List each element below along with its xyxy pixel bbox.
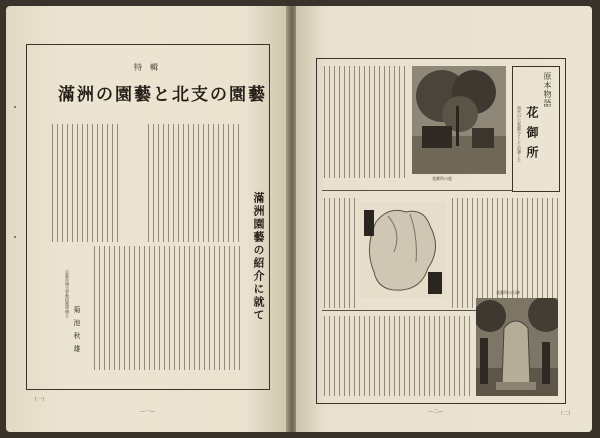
author-affiliation: 京都帝國大學教授農學博士: [65, 270, 70, 318]
monument-photo: [476, 298, 558, 396]
page-number-right: （二）: [558, 411, 574, 417]
photo-caption-top: 花御所の庭: [432, 176, 452, 181]
body-text-upper-left: [50, 124, 120, 242]
body-text-middle-left: [322, 198, 356, 308]
body-text-bottom: [322, 316, 472, 396]
right-page: [296, 6, 592, 432]
page-number-left: （一）: [32, 397, 48, 403]
photo-caption-bottom: 花御所の石碑: [496, 290, 520, 295]
page-marker-right: —二—: [428, 409, 444, 415]
body-text-top-left: [322, 66, 408, 178]
page-marker-left: —一—: [140, 409, 156, 415]
left-page: [6, 6, 288, 432]
main-title: 滿洲の園藝と北支の園藝: [58, 85, 267, 105]
body-text-upper-right: [146, 124, 242, 242]
garden-photo: [412, 66, 506, 174]
series-label: 原本物語: [543, 72, 552, 108]
article-title: 花御所: [525, 106, 539, 166]
article-subtitle: 初代の公家邸宅として出發した: [517, 106, 522, 162]
stone-photo: [358, 202, 446, 298]
author-name: 菊池秋雄: [73, 306, 81, 358]
article-title: 滿洲園藝の紹介に就て: [252, 192, 265, 322]
body-text-lower: [92, 246, 242, 370]
special-label: 特輯: [134, 63, 166, 72]
